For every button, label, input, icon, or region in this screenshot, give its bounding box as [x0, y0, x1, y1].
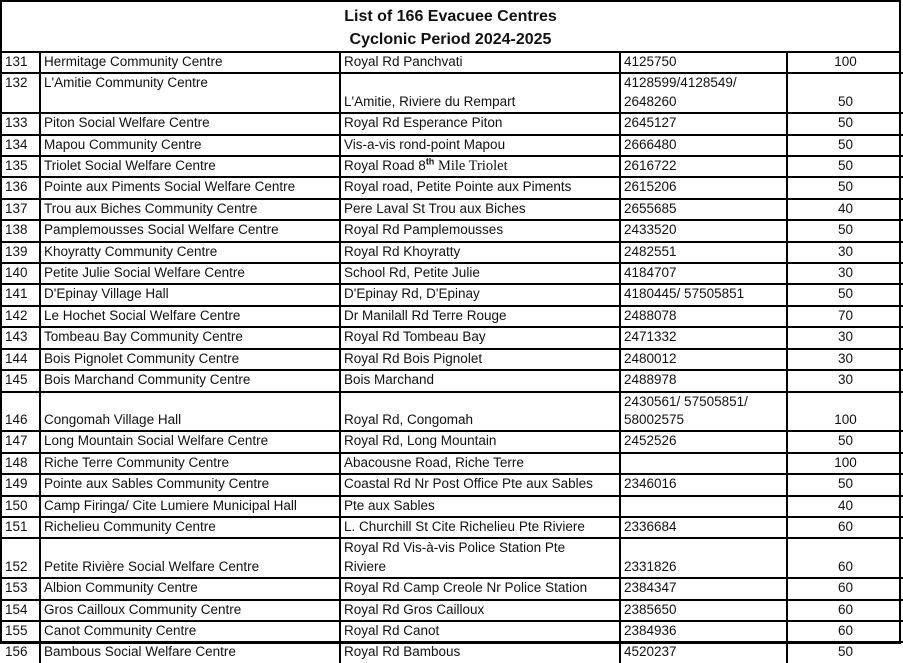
cell-name: Piton Social Welfare Centre: [40, 113, 340, 134]
cell-name: Khoyratty Community Centre: [40, 242, 340, 263]
cell-address: Royal road, Petite Pointe aux Piments: [340, 177, 620, 198]
cell-capacity: 70: [787, 306, 903, 327]
cell-no: 150: [2, 496, 40, 517]
cell-capacity: 50: [787, 642, 903, 662]
cell-name: Pointe aux Sables Community Centre: [40, 474, 340, 495]
cell-address: Dr Manilall Rd Terre Rouge: [340, 306, 620, 327]
table-row: [2, 517, 903, 538]
cell-address: Royal Rd Camp Creole Nr Police Station: [340, 578, 620, 599]
cell-capacity: 60: [787, 600, 903, 621]
cell-no: 136: [2, 177, 40, 198]
table-row: [2, 73, 903, 113]
cell-no: 139: [2, 242, 40, 263]
cell-phone: 2384936: [620, 621, 787, 642]
cell-capacity: 100: [787, 453, 903, 474]
text-segment: Royal Road 8: [344, 158, 426, 174]
cell-phone: 2430561/ 57505851/ 58002575: [620, 392, 787, 432]
text-segment: th: [425, 156, 435, 167]
cell-no: 133: [2, 113, 40, 134]
table-row: [2, 496, 903, 517]
cell-name: Congomah Village Hall: [40, 392, 340, 432]
cell-phone: 4128599/4128549/ 2648260: [620, 73, 787, 113]
cell-no: 151: [2, 517, 40, 538]
table-row: [2, 349, 903, 370]
cell-phone: 4180445/ 57505851: [620, 284, 787, 305]
cell-name: Richelieu Community Centre: [40, 517, 340, 538]
cell-phone: 2615206: [620, 177, 787, 198]
cell-address: Royal Rd Panchvati: [340, 53, 620, 73]
cell-phone: 2336684: [620, 517, 787, 538]
cell-name: Bois Pignolet Community Centre: [40, 349, 340, 370]
cell-no: 152: [2, 538, 40, 578]
cell-name: Canot Community Centre: [40, 621, 340, 642]
cell-address: Royal Rd Tombeau Bay: [340, 327, 620, 348]
cell-phone: 2471332: [620, 327, 787, 348]
cell-capacity: 50: [787, 474, 903, 495]
cell-capacity: 60: [787, 517, 903, 538]
table-row: [2, 538, 903, 578]
cell-address: Royal Rd Khoyratty: [340, 242, 620, 263]
table-row: [2, 453, 903, 474]
cell-address: Royal Rd Bois Pignolet: [340, 349, 620, 370]
cell-address: Royal Rd Pamplemousses: [340, 220, 620, 241]
cell-capacity: 50: [787, 284, 903, 305]
table-row: [2, 220, 903, 241]
cell-name: Camp Firinga/ Cite Lumiere Municipal Hall: [40, 496, 340, 517]
cell-capacity: 50: [787, 135, 903, 156]
cell-capacity: 60: [787, 578, 903, 599]
cell-name: Pointe aux Piments Social Welfare Centre: [40, 177, 340, 198]
cell-phone: [620, 496, 787, 517]
cell-no: 145: [2, 370, 40, 391]
cell-no: 154: [2, 600, 40, 621]
cell-phone: 2482551: [620, 242, 787, 263]
cell-capacity: 50: [787, 177, 903, 198]
cell-capacity: 50: [787, 73, 903, 113]
table-row: [2, 392, 903, 432]
cell-capacity: 40: [787, 496, 903, 517]
cell-address: Pere Laval St Trou aux Biches: [340, 199, 620, 220]
cell-phone: 2666480: [620, 135, 787, 156]
table-row: [2, 431, 903, 452]
cell-name: Albion Community Centre: [40, 578, 340, 599]
cell-phone: 2433520: [620, 220, 787, 241]
cell-phone: 2655685: [620, 199, 787, 220]
cell-name: Le Hochet Social Welfare Centre: [40, 306, 340, 327]
cell-address: Royal Rd Bambous: [340, 642, 620, 662]
cell-phone: 2452526: [620, 431, 787, 452]
cell-name: Trou aux Biches Community Centre: [40, 199, 340, 220]
table-row: [2, 284, 903, 305]
cell-phone: 2480012: [620, 349, 787, 370]
cell-name: Long Mountain Social Welfare Centre: [40, 431, 340, 452]
cell-no: 135: [2, 156, 40, 177]
cell-capacity: 100: [787, 392, 903, 432]
cell-capacity: 50: [787, 156, 903, 177]
cell-capacity: 100: [787, 53, 903, 73]
cell-phone: 2385650: [620, 600, 787, 621]
title-line-2: Cyclonic Period 2024-2025: [349, 31, 552, 48]
cell-name: Bambous Social Welfare Centre: [40, 642, 340, 662]
cell-address: School Rd, Petite Julie: [340, 263, 620, 284]
cell-phone: 2488078: [620, 306, 787, 327]
cell-phone: 4125750: [620, 53, 787, 73]
table-row: [2, 113, 903, 134]
cell-address: [340, 156, 620, 177]
cell-no: 137: [2, 199, 40, 220]
table-row: [2, 135, 903, 156]
cell-no: 134: [2, 135, 40, 156]
cell-capacity: 30: [787, 242, 903, 263]
cell-capacity: 30: [787, 349, 903, 370]
table-row: [2, 578, 903, 599]
cell-capacity: 30: [787, 263, 903, 284]
cell-address: D'Epinay Rd, D'Epinay: [340, 284, 620, 305]
document-title: [2, 2, 899, 53]
cell-address: Royal Rd, Congomah: [340, 392, 620, 432]
cell-capacity: 60: [787, 538, 903, 578]
cell-capacity: 50: [787, 431, 903, 452]
cell-no: 132: [2, 73, 40, 113]
cell-no: 146: [2, 392, 40, 432]
cell-no: 147: [2, 431, 40, 452]
cell-address: Royal Rd Canot: [340, 621, 620, 642]
table-row: [2, 306, 903, 327]
cell-no: 131: [2, 53, 40, 73]
cell-name: Tombeau Bay Community Centre: [40, 327, 340, 348]
cell-name: D'Epinay Village Hall: [40, 284, 340, 305]
cell-name: Gros Cailloux Community Centre: [40, 600, 340, 621]
cell-name: Bois Marchand Community Centre: [40, 370, 340, 391]
cell-address: Royal Rd Gros Cailloux: [340, 600, 620, 621]
table-row: [2, 370, 903, 391]
evacuee-centres-table: [2, 53, 903, 663]
cell-phone: 2331826: [620, 538, 787, 578]
cell-address: Royal Rd, Long Mountain: [340, 431, 620, 452]
cell-no: 142: [2, 306, 40, 327]
title-line-1: List of 166 Evacuee Centres: [344, 8, 557, 25]
table-row: [2, 621, 903, 642]
cell-name: Riche Terre Community Centre: [40, 453, 340, 474]
cell-no: 149: [2, 474, 40, 495]
cell-no: 148: [2, 453, 40, 474]
table-row: [2, 156, 903, 177]
cell-address: Vis-a-vis rond-point Mapou: [340, 135, 620, 156]
table-row: [2, 199, 903, 220]
cell-phone: 2346016: [620, 474, 787, 495]
cell-address: Abacousne Road, Riche Terre: [340, 453, 620, 474]
cell-capacity: 30: [787, 370, 903, 391]
cell-phone: 2616722: [620, 156, 787, 177]
table-row: [2, 600, 903, 621]
cell-capacity: 50: [787, 220, 903, 241]
cell-address: Royal Rd Esperance Piton: [340, 113, 620, 134]
cell-phone: 4184707: [620, 263, 787, 284]
cell-phone: 2488978: [620, 370, 787, 391]
cell-name: Mapou Community Centre: [40, 135, 340, 156]
cell-name: Pamplemousses Social Welfare Centre: [40, 220, 340, 241]
cell-phone: 4520237: [620, 642, 787, 662]
table-row: [2, 242, 903, 263]
cell-no: 140: [2, 263, 40, 284]
cell-capacity: 40: [787, 199, 903, 220]
cell-capacity: 60: [787, 621, 903, 642]
table-row: [2, 642, 903, 662]
cell-no: 155: [2, 621, 40, 642]
cell-name: Petite Julie Social Welfare Centre: [40, 263, 340, 284]
cell-address: Royal Rd Vis-à-vis Police Station Pte Riviere: [340, 538, 620, 578]
cell-no: 153: [2, 578, 40, 599]
cell-name: Hermitage Community Centre: [40, 53, 340, 73]
table-row: [2, 263, 903, 284]
text-segment: Mile Triolet: [434, 158, 508, 175]
cell-name: L'Amitie Community Centre: [40, 73, 340, 113]
table-row: [2, 177, 903, 198]
cell-address: L'Amitie, Riviere du Rempart: [340, 73, 620, 113]
cell-capacity: 30: [787, 327, 903, 348]
table-row: [2, 474, 903, 495]
cell-phone: 2645127: [620, 113, 787, 134]
cell-phone: 2384347: [620, 578, 787, 599]
cell-address: Bois Marchand: [340, 370, 620, 391]
cell-no: 141: [2, 284, 40, 305]
cell-name: Petite Rivière Social Welfare Centre: [40, 538, 340, 578]
cell-address: Pte aux Sables: [340, 496, 620, 517]
cell-no: 156: [2, 642, 40, 662]
cell-no: 144: [2, 349, 40, 370]
cell-address: L. Churchill St Cite Richelieu Pte Riviere: [340, 517, 620, 538]
table-row: [2, 53, 903, 73]
cell-no: 143: [2, 327, 40, 348]
cell-address: Coastal Rd Nr Post Office Pte aux Sables: [340, 474, 620, 495]
cell-name: Triolet Social Welfare Centre: [40, 156, 340, 177]
table-body: [2, 53, 903, 663]
cell-no: 138: [2, 220, 40, 241]
cell-capacity: 50: [787, 113, 903, 134]
table-row: [2, 327, 903, 348]
cell-phone: [620, 453, 787, 474]
